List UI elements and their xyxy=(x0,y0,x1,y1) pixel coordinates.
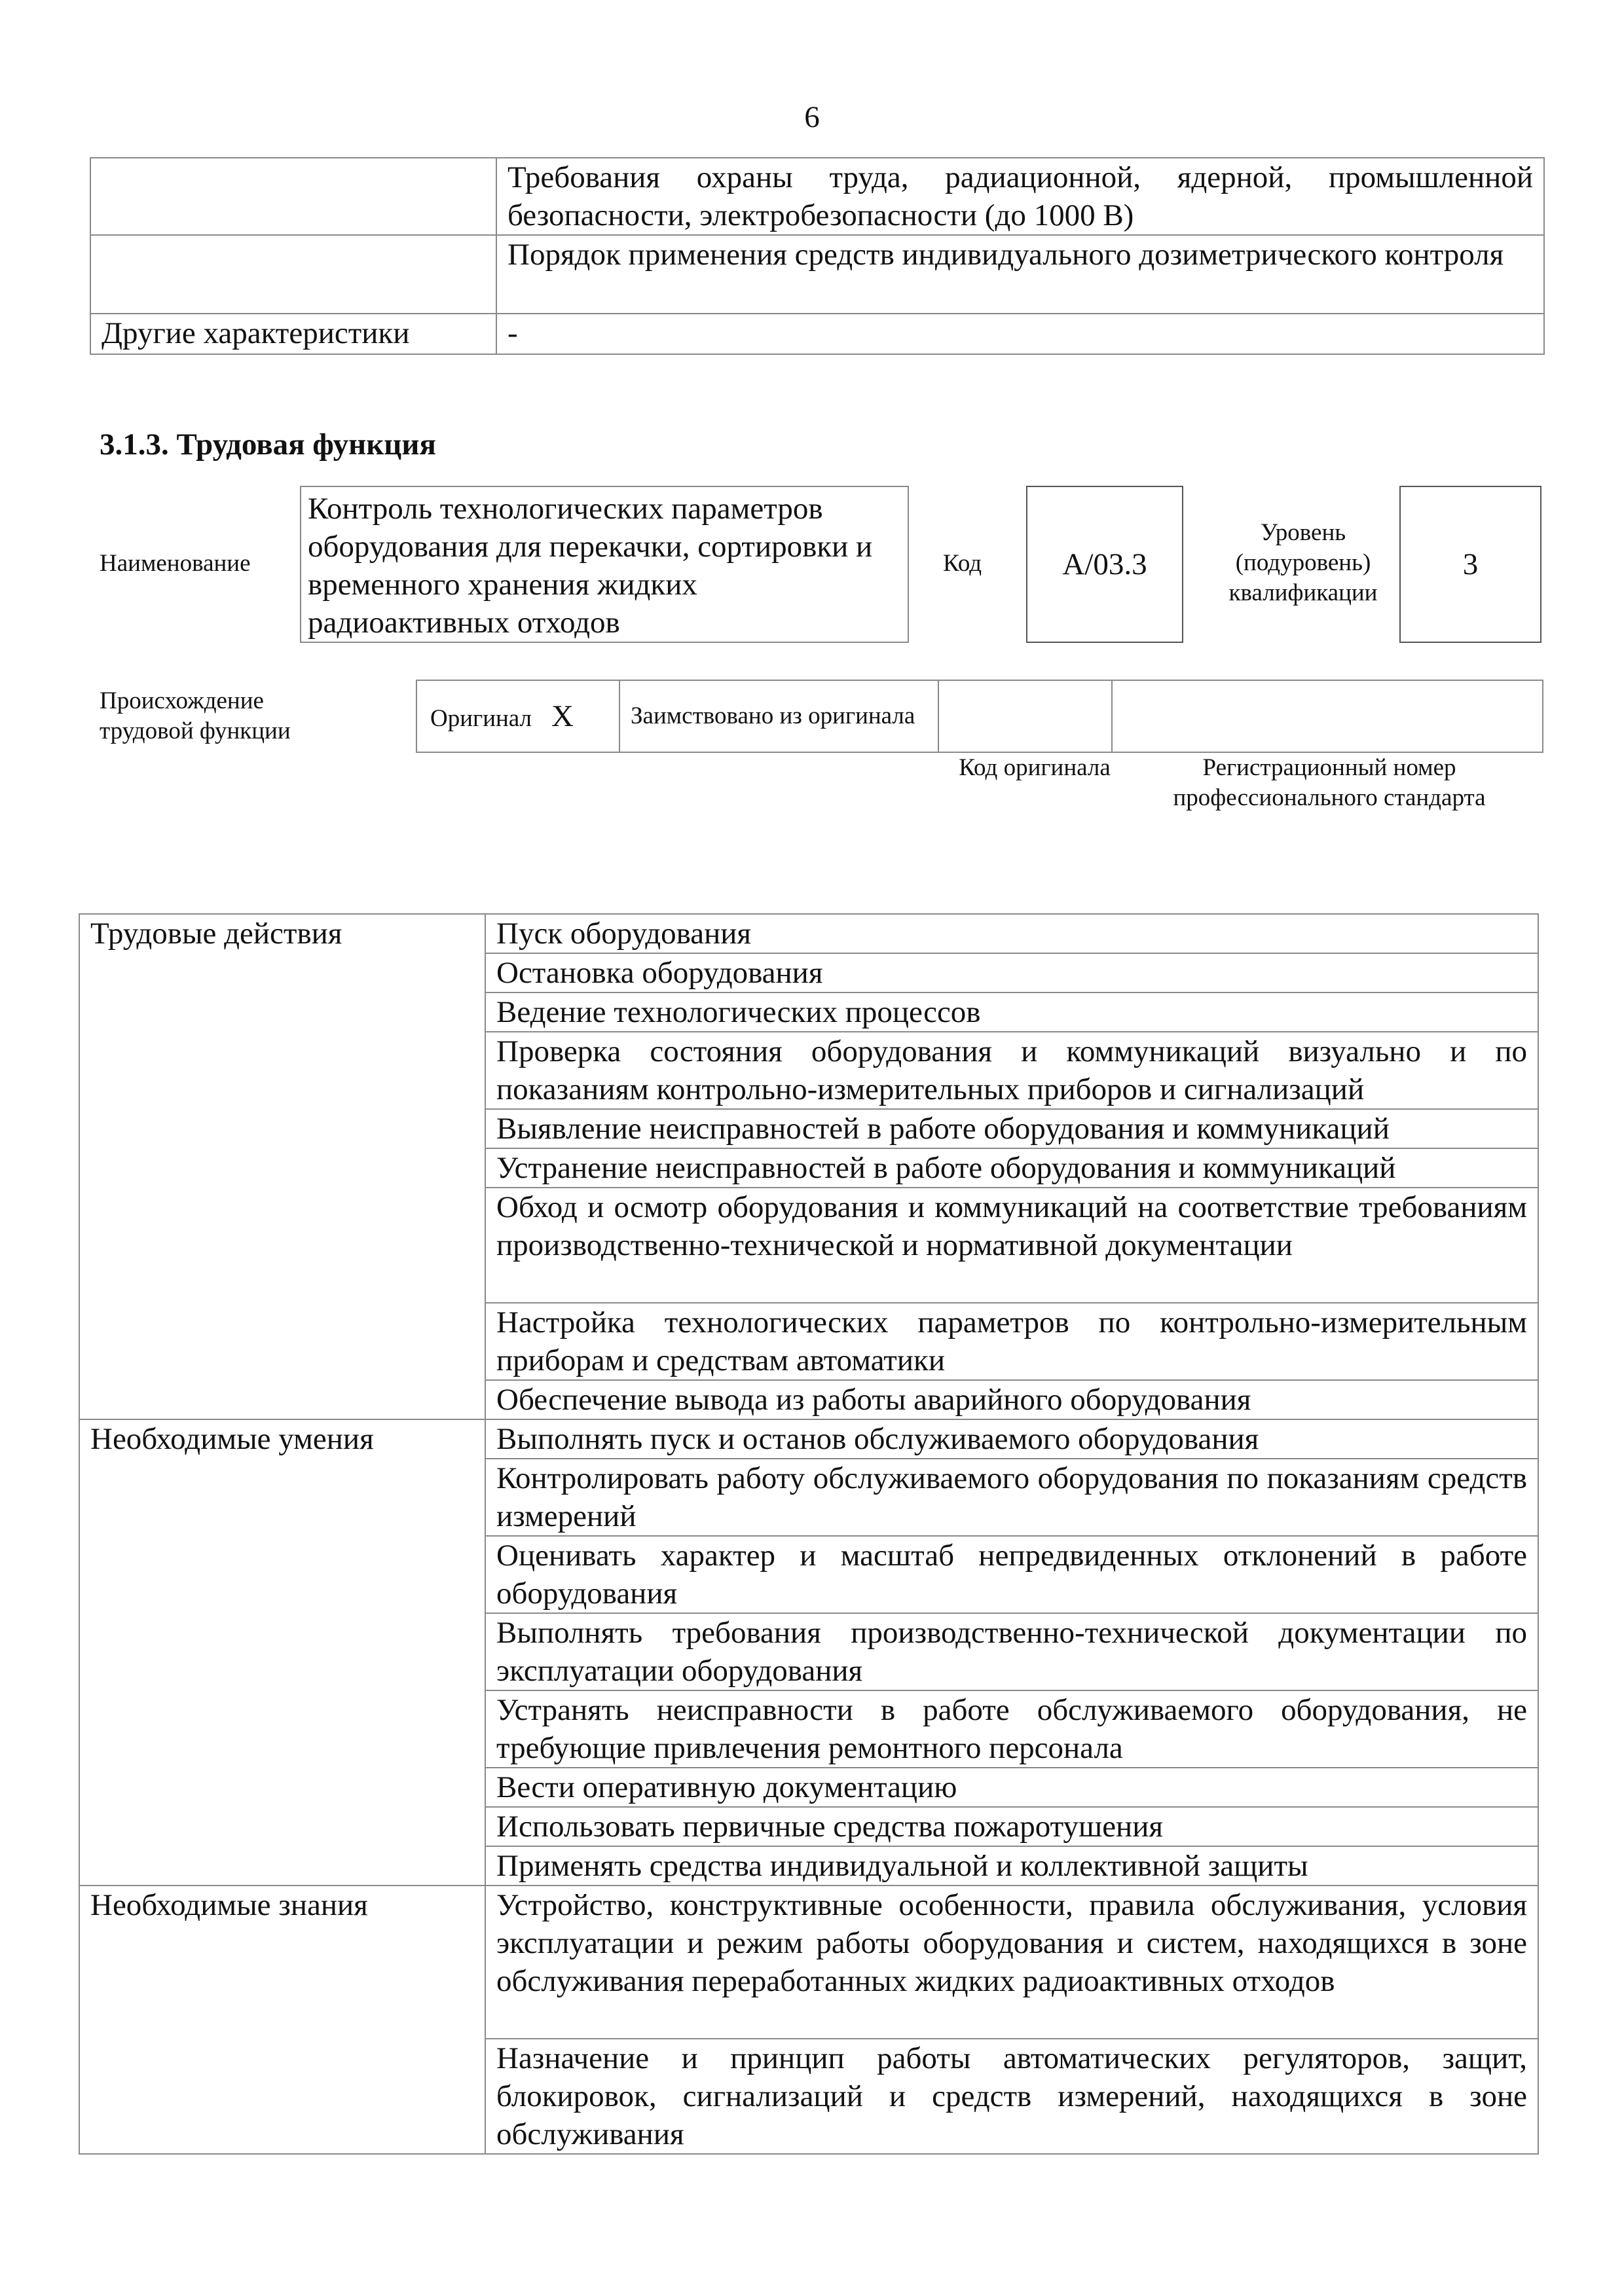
table-row xyxy=(79,1886,1538,2039)
list-item: Контролировать работу обслуживаемого оборудования по показаниям средств измерений xyxy=(485,1459,1538,1536)
code-value-box xyxy=(1026,486,1183,643)
list-item: Устранять неисправности в работе обслуживаемого оборудования, не требующие привлечения ремонтного персонала xyxy=(485,1690,1538,1768)
original-mark: X xyxy=(551,699,574,733)
table-row xyxy=(79,1419,1538,1459)
code-label: Код xyxy=(943,550,982,577)
section-heading: 3.1.3. Трудовая функция xyxy=(100,428,436,462)
page-number: 6 xyxy=(804,100,820,134)
list-item: Выявление неисправностей в работе оборудования и коммуникаций xyxy=(485,1109,1538,1148)
borrowed-label: Заимствовано из оригинала xyxy=(619,680,938,752)
level-value-box xyxy=(1399,486,1541,643)
level-value: 3 xyxy=(1462,547,1479,581)
list-item: Обход и осмотр оборудования и коммуникаций на соответствие требованиям производственно-технической и нормативной документации xyxy=(485,1188,1538,1303)
list-item: Назначение и принцип работы автоматических регуляторов, защит, блокировок, сигнализаций и средств измерений, находящихся в зоне обслуживания xyxy=(485,2039,1538,2154)
top-row-label xyxy=(90,158,496,235)
original-code-cell xyxy=(938,680,1112,752)
top-row-label xyxy=(90,235,496,314)
table-row xyxy=(416,680,1543,752)
list-item: Остановка оборудования xyxy=(485,953,1538,993)
list-item: Настройка технологических параметров по контрольно-измерительным приборам и средствам автоматики xyxy=(485,1303,1538,1380)
list-item: Обеспечение вывода из работы аварийного оборудования xyxy=(485,1380,1538,1419)
list-item: Выполнять требования производственно-технической документации по эксплуатации оборудования xyxy=(485,1613,1538,1690)
name-value-box xyxy=(300,486,909,643)
list-item: Пуск оборудования xyxy=(485,914,1538,953)
list-item: Проверка состояния оборудования и коммуникаций визуально и по показаниям контрольно-измерительных приборов и сигнализаций xyxy=(485,1032,1538,1109)
other-characteristics-value: - xyxy=(496,314,1544,354)
code-value: A/03.3 xyxy=(1062,547,1147,581)
origin-label: Происхождение трудовой функции xyxy=(100,687,291,744)
table-row xyxy=(90,314,1544,354)
list-item: Вести оперативную документацию xyxy=(485,1768,1538,1807)
group-label-skills: Необходимые умения xyxy=(79,1419,485,1886)
level-label: Уровень (подуровень) квалификации xyxy=(1228,519,1378,606)
registration-caption: Регистрационный номер профессионального стандарта xyxy=(1173,754,1486,811)
table-row xyxy=(90,158,1544,235)
table-row xyxy=(79,914,1538,953)
list-item: Применять средства индивидуальной и коллективной защиты xyxy=(485,1846,1538,1886)
name-label: Наименование xyxy=(100,550,251,577)
original-cell xyxy=(416,680,619,752)
group-label-knowledge: Необходимые знания xyxy=(79,1886,485,2154)
top-row-value: Требования охраны труда, радиационной, ядерной, промышленной безопасности, электробезопасности (до 1000 В) xyxy=(496,158,1544,235)
list-item: Использовать первичные средства пожаротушения xyxy=(485,1807,1538,1846)
other-characteristics-label: Другие характеристики xyxy=(90,314,496,354)
code-caption: Код оригинала xyxy=(959,754,1111,781)
original-label: Оригинал xyxy=(430,705,532,732)
list-item: Оценивать характер и масштаб непредвиденных отклонений в работе оборудования xyxy=(485,1536,1538,1613)
list-item: Устройство, конструктивные особенности, правила обслуживания, условия эксплуатации и режим работы оборудования и систем, находящихся в зоне обслуживания переработанных жидких радиоактивных отходов xyxy=(485,1886,1538,2039)
name-value: Контроль технологических параметров оборудования для перекачки, сортировки и временного хранения жидких радиоактивных отходов xyxy=(308,492,873,640)
table-row xyxy=(90,235,1544,314)
group-label-actions: Трудовые действия xyxy=(79,914,485,1419)
main-table xyxy=(79,913,1539,2155)
list-item: Выполнять пуск и останов обслуживаемого оборудования xyxy=(485,1419,1538,1459)
top-row-value: Порядок применения средств индивидуального дозиметрического контроля xyxy=(496,235,1544,314)
list-item: Устранение неисправностей в работе оборудования и коммуникаций xyxy=(485,1148,1538,1188)
top-table xyxy=(90,157,1545,355)
registration-number-cell xyxy=(1112,680,1543,752)
list-item: Ведение технологических процессов xyxy=(485,993,1538,1032)
origin-table xyxy=(416,680,1543,753)
